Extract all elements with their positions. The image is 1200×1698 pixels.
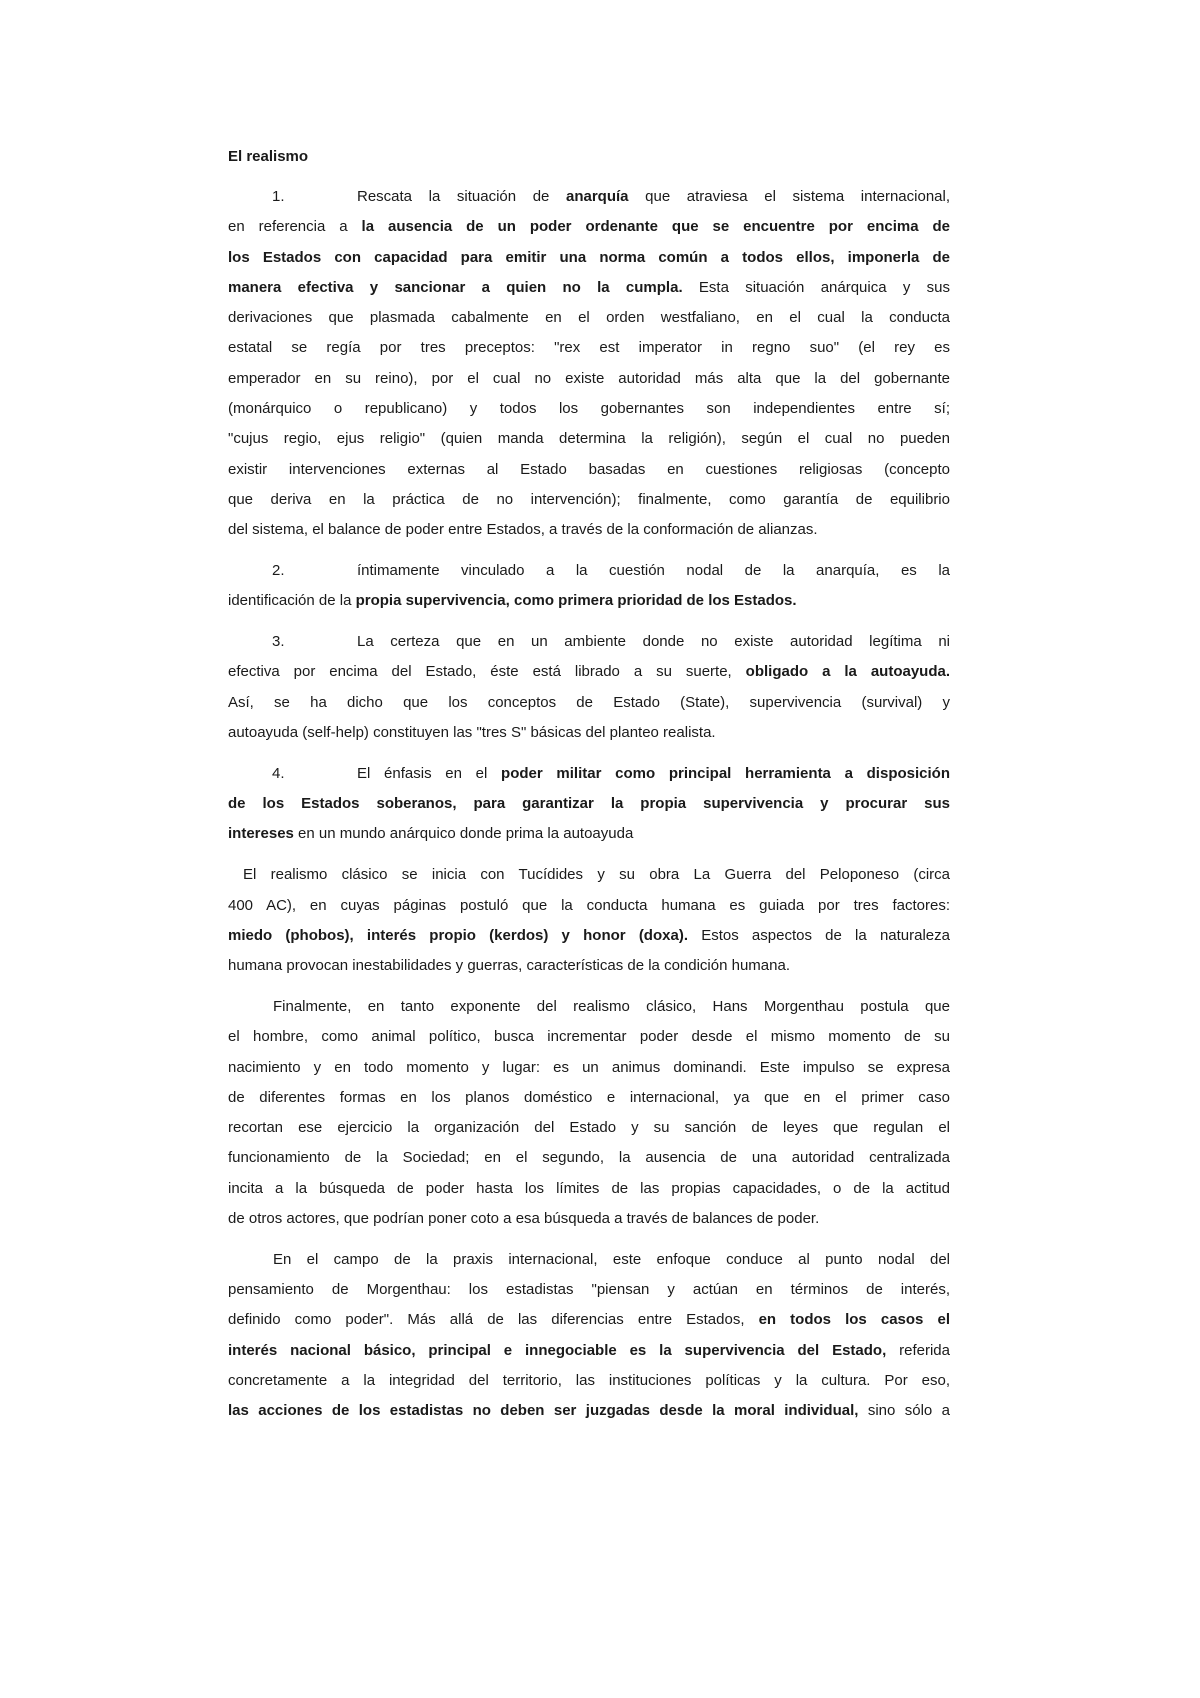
text-line bbox=[228, 718, 950, 748]
text-line bbox=[228, 1053, 950, 1083]
text-line bbox=[228, 1204, 950, 1234]
text-line bbox=[228, 1113, 950, 1143]
text: autoayuda (self-help) constituyen las "tres S" básicas del planteo realista. bbox=[228, 724, 716, 742]
text: estatal se regía por tres preceptos: "rex est imperator in regno suo" (el rey es bbox=[228, 339, 950, 357]
text-line bbox=[228, 1336, 950, 1366]
text: referida bbox=[886, 1341, 950, 1359]
text: de otros actores, que podrían poner coto a esa búsqueda a través de balances de poder. bbox=[228, 1210, 820, 1227]
text-line bbox=[228, 688, 950, 718]
bold-text: intereses bbox=[228, 825, 294, 843]
text-line bbox=[228, 586, 950, 616]
list-number: 2. bbox=[272, 562, 285, 580]
bold-text: miedo (phobos), interés propio (kerdos) y honor (doxa). bbox=[228, 926, 688, 944]
text-line bbox=[228, 1022, 950, 1052]
text: sino sólo a bbox=[858, 1402, 950, 1420]
text-line bbox=[228, 1275, 950, 1305]
text: pensamiento de Morgenthau: los estadistas "piensan y actúan en términos de interés, bbox=[228, 1281, 950, 1299]
bold-text: anarquía bbox=[566, 188, 629, 205]
numbered-paragraph bbox=[228, 759, 950, 850]
text: que atraviesa el sistema internacional, bbox=[628, 188, 950, 205]
text: existir intervenciones externas al Estado basadas en cuestiones religiosas (concepto bbox=[228, 460, 950, 478]
document-title: El realismo bbox=[228, 148, 309, 165]
text: concretamente a la integridad del territorio, las instituciones políticas y la cultura. Por eso, bbox=[228, 1371, 950, 1389]
text-line bbox=[228, 212, 950, 242]
text-line bbox=[228, 243, 950, 273]
text-line bbox=[228, 303, 950, 333]
text-line bbox=[228, 992, 950, 1022]
text-line bbox=[228, 891, 950, 921]
text: definido como poder". Más allá de las diferencias entre Estados, bbox=[228, 1311, 759, 1329]
list-number: 3. bbox=[272, 633, 285, 651]
bold-text: las acciones de los estadistas no deben ser juzgadas desde la moral individual, bbox=[228, 1402, 859, 1420]
text: Esta situación anárquica y sus bbox=[682, 278, 950, 296]
list-number: 4. bbox=[272, 764, 285, 782]
text: de diferentes formas en los planos doméstico e internacional, ya que en el primer caso bbox=[228, 1088, 950, 1106]
bold-text: poder militar como principal herramienta a disposición bbox=[501, 764, 950, 782]
text-line bbox=[228, 951, 950, 981]
text-line bbox=[228, 789, 950, 819]
text: El realismo clásico se inicia con Tucídides y su obra La Guerra del Peloponeso (circa bbox=[243, 866, 950, 884]
text-line bbox=[228, 759, 950, 789]
text: recortan ese ejercicio la organización del Estado y su sanción de leyes que regulan el bbox=[228, 1119, 950, 1137]
text-line bbox=[228, 182, 950, 212]
text-line bbox=[228, 424, 950, 454]
text: identificación de la bbox=[228, 592, 356, 610]
text: en referencia a bbox=[228, 218, 362, 236]
text: 400 AC), en cuyas páginas postuló que la conducta humana es guiada por tres factores: bbox=[228, 896, 950, 914]
text-line bbox=[228, 657, 950, 687]
text-line bbox=[228, 1366, 950, 1396]
numbered-paragraph bbox=[228, 556, 950, 617]
text: Finalmente, en tanto exponente del realismo clásico, Hans Morgenthau postula que bbox=[273, 997, 950, 1015]
paragraph bbox=[228, 992, 950, 1234]
text: Estos aspectos de la naturaleza bbox=[687, 926, 950, 944]
text: derivaciones que plasmada cabalmente en el orden westfaliano, en el cual la conducta bbox=[228, 309, 950, 327]
text-line bbox=[228, 364, 950, 394]
text: El énfasis en el bbox=[357, 764, 502, 782]
text-line bbox=[228, 1143, 950, 1173]
bold-text: la ausencia de un poder ordenante que se encuentre por encima de bbox=[361, 218, 950, 236]
text-line bbox=[228, 860, 950, 890]
text: el hombre, como animal político, busca incrementar poder desde el mismo momento de su bbox=[228, 1028, 950, 1046]
paragraph bbox=[228, 1245, 950, 1427]
list-number: 1. bbox=[272, 188, 285, 205]
text: "cujus regio, ejus religio" (quien manda determina la religión), según el cual no pueden bbox=[228, 430, 950, 448]
text: (monárquico o republicano) y todos los gobernantes son independientes entre sí; bbox=[228, 400, 950, 418]
bold-text: obligado a la autoayuda. bbox=[745, 663, 950, 681]
text-line bbox=[228, 1083, 950, 1113]
text-line bbox=[228, 819, 950, 849]
numbered-paragraph bbox=[228, 182, 950, 546]
text-line bbox=[228, 333, 950, 363]
text: emperador en su reino), por el cual no existe autoridad más alta que la del gobernante bbox=[228, 369, 950, 387]
text: Así, se ha dicho que los conceptos de Estado (State), supervivencia (survival) y bbox=[228, 693, 950, 711]
text-line bbox=[228, 273, 950, 303]
numbered-paragraph bbox=[228, 627, 950, 748]
text-line bbox=[228, 515, 950, 545]
text-line bbox=[228, 485, 950, 515]
text: En el campo de la praxis internacional, este enfoque conduce al punto nodal del bbox=[273, 1250, 950, 1268]
text: que deriva en la práctica de no intervención); finalmente, como garantía de equilibrio bbox=[228, 490, 950, 508]
bold-text: interés nacional básico, principal e innegociable es la supervivencia del Estado, bbox=[228, 1341, 887, 1359]
text: La certeza que en un ambiente donde no existe autoridad legítima ni bbox=[357, 633, 950, 651]
text-line bbox=[228, 1396, 950, 1426]
text-line bbox=[228, 1174, 950, 1204]
text-line bbox=[228, 921, 950, 951]
text-line bbox=[228, 1305, 950, 1335]
text-line bbox=[228, 556, 950, 586]
text: humana provocan inestabilidades y guerras, características de la condición humana. bbox=[228, 957, 790, 975]
paragraph bbox=[228, 860, 950, 981]
text-line bbox=[228, 394, 950, 424]
bold-text: de los Estados soberanos, para garantizar la propia supervivencia y procurar sus bbox=[228, 795, 950, 813]
text: funcionamiento de la Sociedad; en el segundo, la ausencia de una autoridad centralizada bbox=[228, 1149, 950, 1167]
text: Rescata la situación de bbox=[357, 188, 566, 205]
document-page bbox=[228, 142, 950, 1437]
bold-text: propia supervivencia, como primera prioridad de los Estados. bbox=[355, 592, 797, 610]
text-line bbox=[228, 1245, 950, 1275]
text: efectiva por encima del Estado, éste está librado a su suerte, bbox=[228, 663, 746, 681]
text: incita a la búsqueda de poder hasta los límites de las propias capacidades, o de la actitud bbox=[228, 1179, 950, 1197]
text-line bbox=[228, 627, 950, 657]
bold-text: en todos los casos el bbox=[758, 1311, 950, 1329]
text: íntimamente vinculado a la cuestión nodal de la anarquía, es la bbox=[357, 562, 950, 580]
text-line bbox=[228, 455, 950, 485]
document-body bbox=[228, 182, 950, 1427]
text: del sistema, el balance de poder entre Estados, a través de la conformación de alianzas. bbox=[228, 521, 818, 539]
text: en un mundo anárquico donde prima la autoayuda bbox=[293, 825, 634, 843]
text: nacimiento y en todo momento y lugar: es un animus dominandi. Este impulso se expresa bbox=[228, 1058, 950, 1076]
bold-text: los Estados con capacidad para emitir una norma común a todos ellos, imponerla de bbox=[228, 248, 950, 266]
bold-text: manera efectiva y sancionar a quien no la cumpla. bbox=[228, 278, 683, 296]
